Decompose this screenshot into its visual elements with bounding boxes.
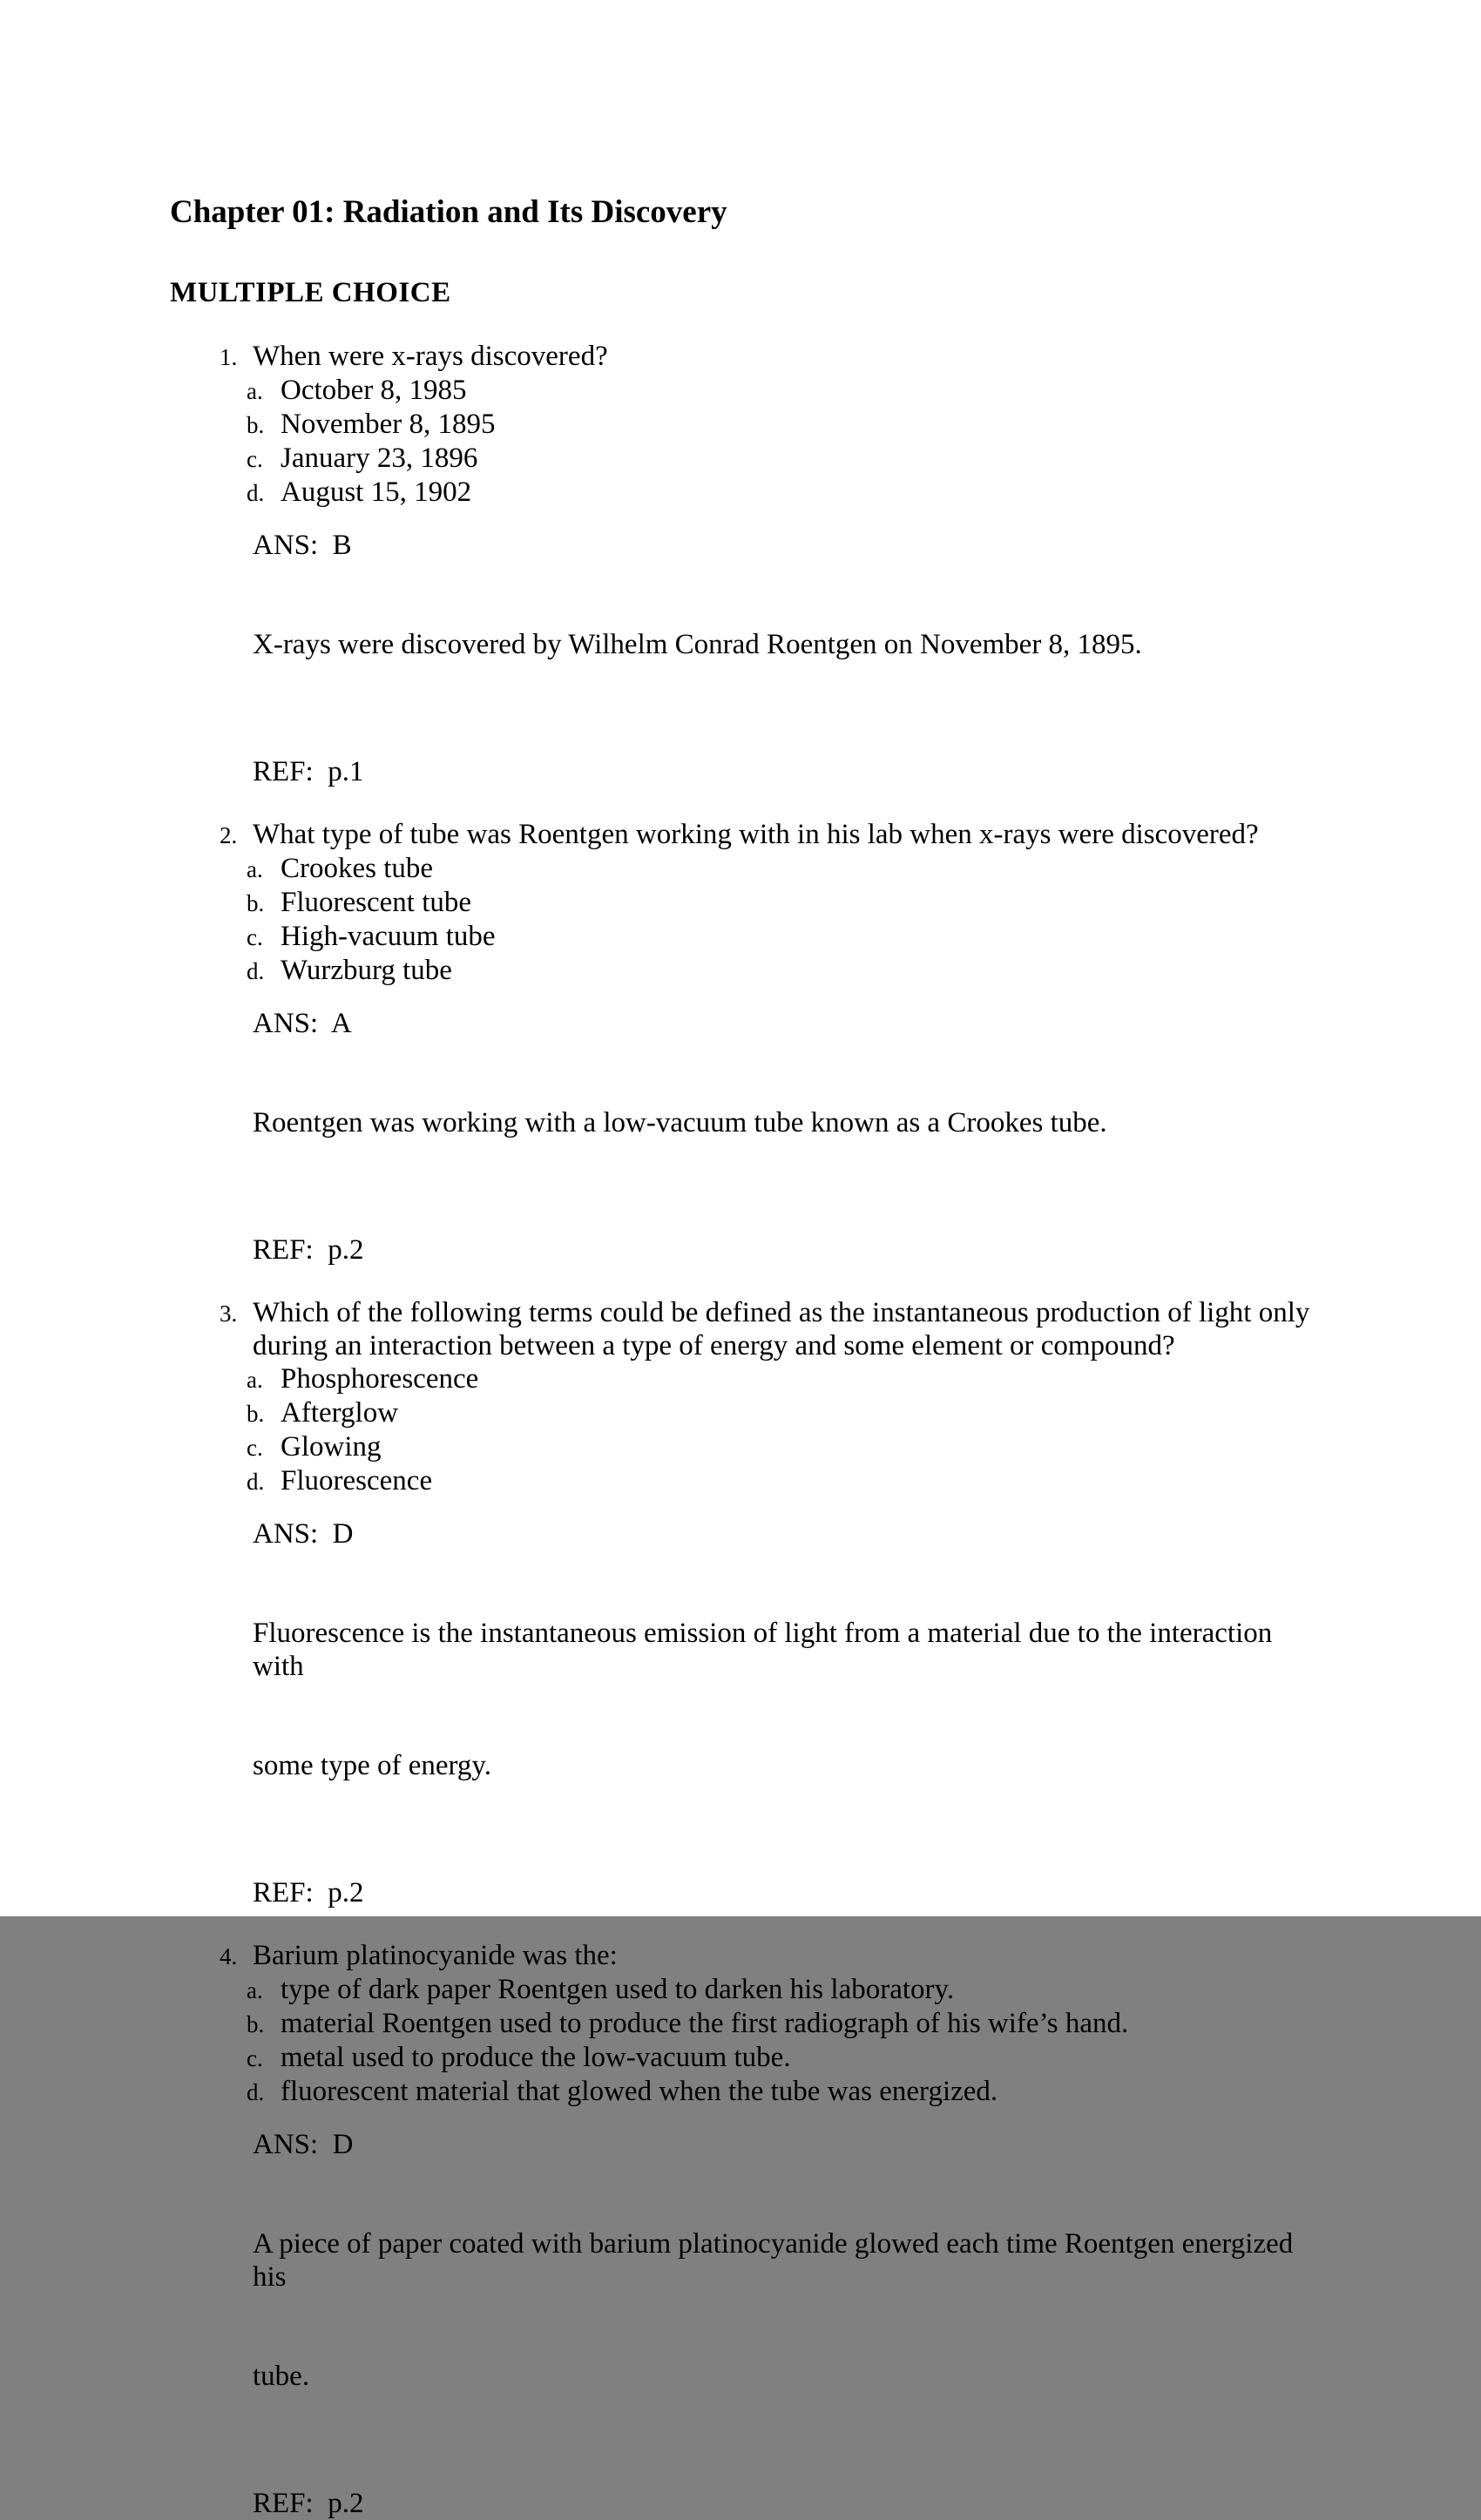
option-letter: a. [247,1977,263,2003]
answer-option [170,374,1315,408]
option-text: material Roentgen used to produce the first radiograph of his wife’s hand. [281,2008,1129,2039]
option-letter: c. [247,446,263,472]
text-line: When were x-rays discovered? [253,341,608,372]
text-line: Fluorescence is the instantaneous emission of light from a material due to the interaction with [253,1618,1280,1682]
text-line: A piece of paper coated with barium platinocyanide glowed each time Roentgen energized his [253,2228,1301,2293]
answer-option [170,2007,1315,2041]
answer-option [170,1430,1315,1464]
option-letter: b. [247,890,265,916]
text-line: What type of tube was Roentgen working with in his lab when x-rays were discovered? [253,819,1259,850]
page-title: Chapter 01: Radiation and Its Discovery [170,194,727,230]
question-number: 1. [220,344,238,370]
answer-line: ANS: D [253,1518,354,1550]
explanation [253,1551,1315,1848]
question-row [170,818,1315,852]
option-letter: a. [247,856,263,882]
option-letter: a. [247,1367,263,1393]
text-line: X-rays were discovered by Wilhelm Conrad Roentgen on November 8, 1895. [253,629,1142,660]
text-line: Roentgen was working with a low-vacuum tube known as a Crookes tube. [253,1107,1107,1138]
option-text: Afterglow [281,1397,399,1429]
question-row [170,1296,1315,1362]
answer-line: ANS: B [253,530,352,561]
option-letter: d. [247,480,265,506]
reference-line: REF: p.1 [253,756,364,787]
question-text [253,1296,1315,1362]
option-letter: b. [247,1401,265,1427]
option-letter: d. [247,1469,265,1495]
answer-option [170,954,1315,988]
answer-option [170,2041,1315,2075]
answer-option [170,920,1315,954]
explanation [253,1040,1315,1206]
answer-line: ANS: A [253,1008,352,1039]
option-letter: d. [247,2079,265,2105]
option-letter: b. [247,412,265,438]
answer-option [170,1973,1315,2007]
option-letter: c. [247,2045,263,2071]
option-letter: c. [247,924,263,950]
question-block-1 [170,340,1315,788]
question-number: 2. [220,822,238,848]
text-line: tube. [253,2361,310,2392]
option-text: January 23, 1896 [281,443,478,474]
answer-option [170,852,1315,886]
answer-option [170,886,1315,920]
option-text: October 8, 1985 [281,375,467,406]
question-block-3 [170,1296,1315,1909]
text-line: Which of the following terms could be defined as the instantaneous production of light only [253,1297,1310,1328]
explanation [253,2161,1315,2459]
option-text: Crookes tube [281,853,434,884]
answer-option [170,476,1315,510]
option-text: type of dark paper Roentgen used to darken his laboratory. [281,1974,955,2005]
answer-option [170,2075,1315,2109]
option-text: August 15, 1902 [281,476,472,508]
section-heading: MULTIPLE CHOICE [170,277,451,308]
answer-line: ANS: D [253,2129,354,2160]
option-text: Glowing [281,1431,382,1463]
reference-line: REF: p.2 [253,1877,364,1909]
option-text: High-vacuum tube [281,921,496,952]
option-text: Fluorescence [281,1465,433,1496]
question-row [170,1939,1315,1973]
text-line: Barium platinocyanide was the: [253,1940,618,1971]
question-text [253,340,1315,373]
option-text: Wurzburg tube [281,955,452,986]
question-text [253,818,1315,851]
answer-option [170,1396,1315,1430]
question-block-4 [170,1939,1315,2520]
text-line: some type of energy. [253,1750,492,1781]
option-text: metal used to produce the low-vacuum tube. [281,2042,791,2073]
option-text: November 8, 1895 [281,409,496,440]
option-text: Fluorescent tube [281,887,472,918]
text-line: during an interaction between a type of energy and some element or compound? [253,1330,1175,1361]
answer-option [170,408,1315,442]
reference-line: REF: p.2 [253,1234,364,1266]
reference-line: REF: p.2 [253,2488,364,2519]
question-text [253,1939,1315,1972]
option-letter: d. [247,958,265,984]
question-block-2 [170,818,1315,1267]
question-number: 4. [220,1943,238,1969]
option-letter: a. [247,378,263,404]
answer-option [170,1362,1315,1396]
answer-option [170,1464,1315,1498]
option-letter: b. [247,2011,265,2037]
explanation [253,562,1315,727]
question-row [170,340,1315,374]
option-letter: c. [247,1435,263,1461]
question-number: 3. [220,1301,238,1327]
option-text: fluorescent material that glowed when the tube was energized. [281,2076,998,2107]
option-text: Phosphorescence [281,1363,479,1395]
answer-option [170,442,1315,476]
